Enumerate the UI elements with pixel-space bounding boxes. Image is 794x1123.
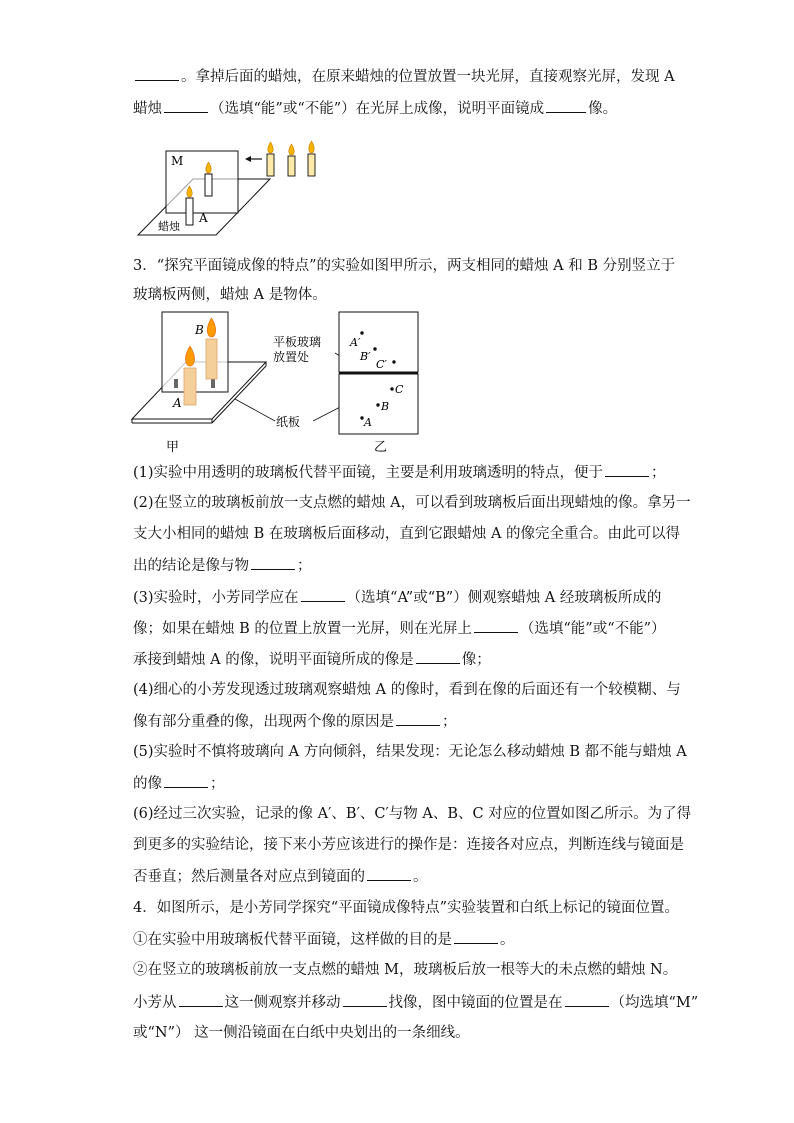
figure1-label-a: A [199,211,208,225]
part-4-line-2: 像有部分重叠的像，出现两个像的原因是 ； [133,711,663,732]
answer-blank[interactable] [301,587,345,602]
part-1: (1)实验中用透明的玻璃板代替平面镜，主要是利用玻璃透明的特点，便于 ； [133,462,663,483]
figure1-image-candle [205,174,212,196]
answer-blank[interactable] [416,649,460,664]
part-6-line-1: (6)经过三次实验，记录的像 A′、B′、C′与物 A、B、C 对应的位置如图乙所示。为了得 [133,806,692,822]
part-6-line-3: 否垂直；然后测量各对应点到镜面的 。 [133,866,663,887]
point-label: C′ [376,358,387,371]
answer-blank[interactable] [605,462,649,477]
figure2-candle-b [206,339,217,379]
part-5-line-1: (5)实验时不慎将玻璃向 A 方向倾斜，结果发现：无论怎么移动蜡烛 B 都不能与蜡烛 A [133,744,687,760]
figure2-label-b: B [195,323,204,337]
point-label: A′ [350,336,361,349]
question-4-line-5: 或“N”） 这一侧沿镜面在白纸中央划出的一条细线。 [133,1025,470,1041]
answer-blank[interactable] [565,992,609,1007]
answer-blank[interactable] [343,992,387,1007]
figure2-label-board: 纸板 [276,415,301,429]
answer-blank[interactable] [367,866,411,881]
part-6-line-2: 到更多的实验结论，接下来小芳应该进行的操作是：连接各对应点，判断连线与镜面是 [133,837,684,853]
text-line-2: 蜡烛 （选填“能”或“不能”）在光屏上成像，说明平面镜成 像。 [133,98,663,119]
answer-blank[interactable] [135,66,179,81]
part-3-line-2: 像；如果在蜡烛 B 的位置上放置一光屏，则在光屏上 （选填“能”或“不能”） [133,618,663,639]
answer-blank[interactable] [454,929,498,944]
point-label: C [395,383,404,396]
part-3-line-3: 承接到蜡烛 A 的像，说明平面镜所成的像是 像； [133,649,663,670]
text-line-1: 。拿掉后面的蜡烛，在原来蜡烛的位置放置一块光屏，直接观察光屏，发现 A [133,66,663,87]
figure2-caption-jia: 甲 [166,440,180,455]
point-label: A [364,416,372,429]
figure2-candle-a [184,368,196,405]
part-2-line-1: (2)在竖立的玻璃板前放一支点燃的蜡烛 A，可以看到玻璃板后面出现蜡烛的像。拿另一 [133,495,691,511]
question-4-line-1: 4．如图所示，是小芳同学探究“平面镜成像特点”实验装置和白纸上标记的镜面位置。 [133,900,680,916]
question-3-line-1: 3．“探究平面镜成像的特点”的实验如图甲所示，两支相同的蜡烛 A 和 B 分别竖立于 [133,258,676,274]
figure1-candle-a [186,198,193,225]
figure2-label-a: A [173,396,182,410]
question-4-line-4: 小芳从 这一侧观察并移动 找像，图中镜面的位置是在 （均选填“M” [133,992,663,1013]
answer-blank[interactable] [546,98,586,113]
figure2-label-glass-1: 平板玻璃 [273,335,322,349]
answer-blank[interactable] [474,618,518,633]
part-5-line-2: 的像 ； [133,773,663,794]
question-4-line-2: ①在实验中用玻璃板代替平面镜，这样做的目的是 。 [133,929,663,950]
point-label: B′ [360,350,371,363]
part-2-line-3: 出的结论是像与物 ； [133,555,663,576]
figure-mirror-candles [136,138,326,238]
figure2-caption-yi: 乙 [374,440,388,455]
question-3-line-2: 玻璃板两侧，蜡烛 A 是物体。 [133,287,327,303]
part-4-line-1: (4)细心的小芳发现透过玻璃观察蜡烛 A 的像时，看到在像的后面还有一个较模糊、与 [133,682,681,698]
answer-blank[interactable] [396,711,440,726]
part-2-line-2: 支大小相同的蜡烛 B 在玻璃板后面移动，直到它跟蜡烛 A 的像完全重合。由此可以得 [133,526,681,542]
part-3-line-1: (3)实验时，小芳同学应在 （选填“A”或“B”）侧观察蜡烛 A 经玻璃板所成的 [133,587,663,608]
figure1-label-m: M [171,154,184,168]
figure1-label-candle: 蜡烛 [158,220,180,233]
point-label: B [381,400,390,413]
answer-blank[interactable] [164,98,208,113]
answer-blank[interactable] [251,555,295,570]
answer-blank[interactable] [164,773,208,788]
answer-blank[interactable] [179,992,223,1007]
figure2-label-glass-2: 放置处 [273,350,310,364]
figure-jia-yi [130,306,430,456]
question-4-line-3: ②在竖立的玻璃板前放一支点燃的蜡烛 M，玻璃板后放一根等大的未点燃的蜡烛 N。 [133,962,678,978]
